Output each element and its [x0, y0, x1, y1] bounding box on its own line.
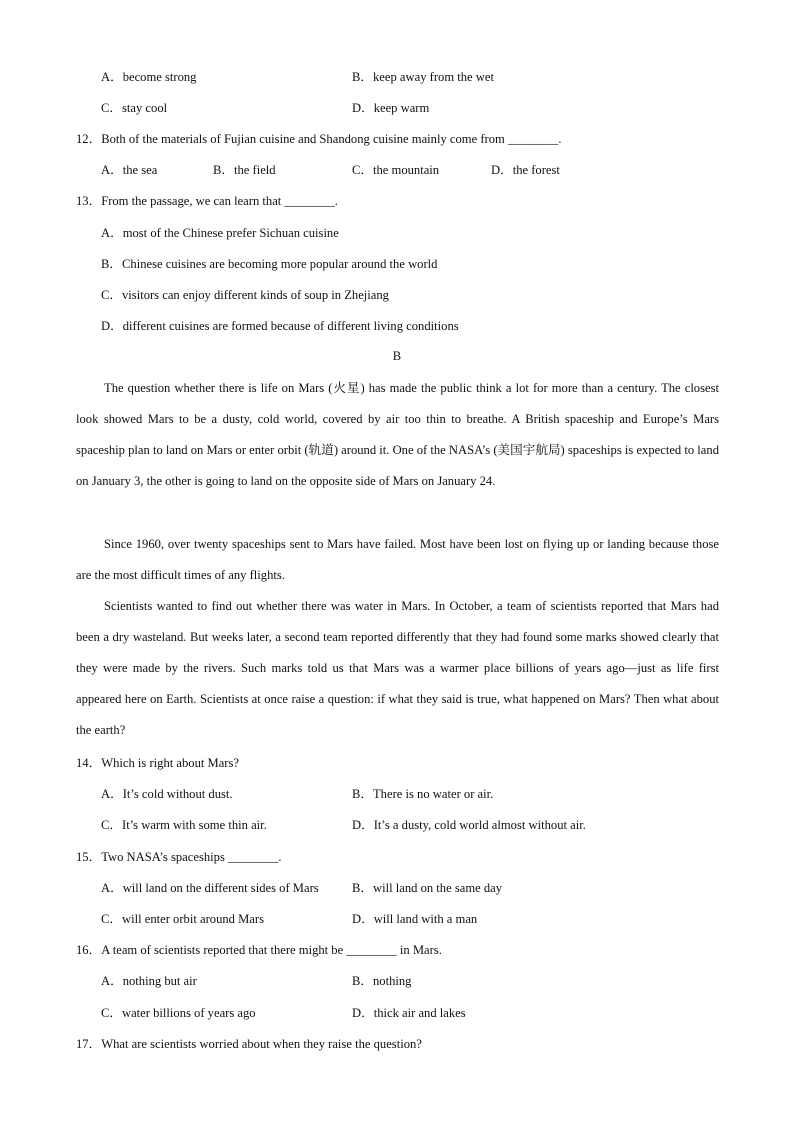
q14-option-c: C．It’s warm with some thin air.	[101, 818, 267, 832]
q16-option-b: B．nothing	[352, 974, 412, 988]
q11-option-d: D．keep warm	[352, 101, 430, 115]
q15-option-a: A．will land on the different sides of Mars	[101, 881, 319, 895]
q13-option-b: B．Chinese cuisines are becoming more popular around the world	[101, 257, 438, 271]
q14-stem: 14．Which is right about Mars?	[76, 756, 239, 770]
q16-stem: 16．A team of scientists reported that there might be ________ in Mars.	[76, 943, 442, 957]
q16-option-c: C．water billions of years ago	[101, 1006, 256, 1020]
passage-b-paragraph-2-text: Since 1960, over twenty spaceships sent to Mars have failed. Most have been lost on flying up or landing because those are the most difficult times of any flights.	[76, 537, 719, 582]
passage-b-heading: B	[392, 349, 402, 363]
q14-option-d: D．It’s a dusty, cold world almost without air.	[352, 818, 586, 832]
q11-option-c: C．stay cool	[101, 101, 168, 115]
q12-stem: 12．Both of the materials of Fujian cuisine and Shandong cuisine mainly come from ________.	[76, 132, 562, 146]
q15-option-c: C．will enter orbit around Mars	[101, 912, 264, 926]
q15-option-b: B．will land on the same day	[352, 881, 503, 895]
passage-b-paragraph-1-text: The question whether there is life on Mars (火星) has made the public think a lot for more than a century. The closest look showed Mars to be a dusty, cold world, covered by air too thin to breathe. A British spaceship and Europe’s Mars spaceship plan to land on Mars or enter orbit (轨道) around it. One of the NASA’s (美国宇航局) spaceships is expected to land on January 3, the other is going to land on the opposite side of Mars on January 24.	[76, 381, 719, 488]
q13-option-a: A．most of the Chinese prefer Sichuan cuisine	[101, 226, 339, 240]
q16-option-a: A．nothing but air	[101, 974, 197, 988]
q16-option-d: D．thick air and lakes	[352, 1006, 466, 1020]
passage-b-paragraph-3-text: Scientists wanted to find out whether there was water in Mars. In October, a team of scientists reported that Mars had been a dry wasteland. But weeks later, a second team reported differently that they had found some marks showed clearly that they were made by the rivers. Such marks told us that Mars was a warmer place billions of years ago—just as life first appeared here on Earth. Scientists at once raise a question: if what they said is true, what happened on Mars? Then what about the earth?	[76, 599, 719, 737]
q15-stem: 15．Two NASA’s spaceships ________.	[76, 850, 282, 864]
q12-option-a: A．the sea	[101, 163, 158, 177]
q13-option-d: D．different cuisines are formed because of different living conditions	[101, 319, 459, 333]
q14-option-a: A．It’s cold without dust.	[101, 787, 233, 801]
q17-stem: 17．What are scientists worried about when they raise the question?	[76, 1037, 422, 1051]
q11-option-a: A．become strong	[101, 70, 197, 84]
q11-option-b: B．keep away from the wet	[352, 70, 494, 84]
passage-b-paragraph-1	[76, 373, 719, 497]
q12-option-b: B．the field	[213, 163, 276, 177]
q12-option-c: C．the mountain	[352, 163, 440, 177]
passage-b-paragraph-2	[76, 529, 719, 591]
q13-option-c: C．visitors can enjoy different kinds of soup in Zhejiang	[101, 288, 389, 302]
q15-option-d: D．will land with a man	[352, 912, 478, 926]
q12-option-d: D．the forest	[491, 163, 560, 177]
passage-b-paragraph-3	[76, 591, 719, 746]
q13-stem: 13．From the passage, we can learn that ________.	[76, 194, 338, 208]
q14-option-b: B．There is no water or air.	[352, 787, 494, 801]
